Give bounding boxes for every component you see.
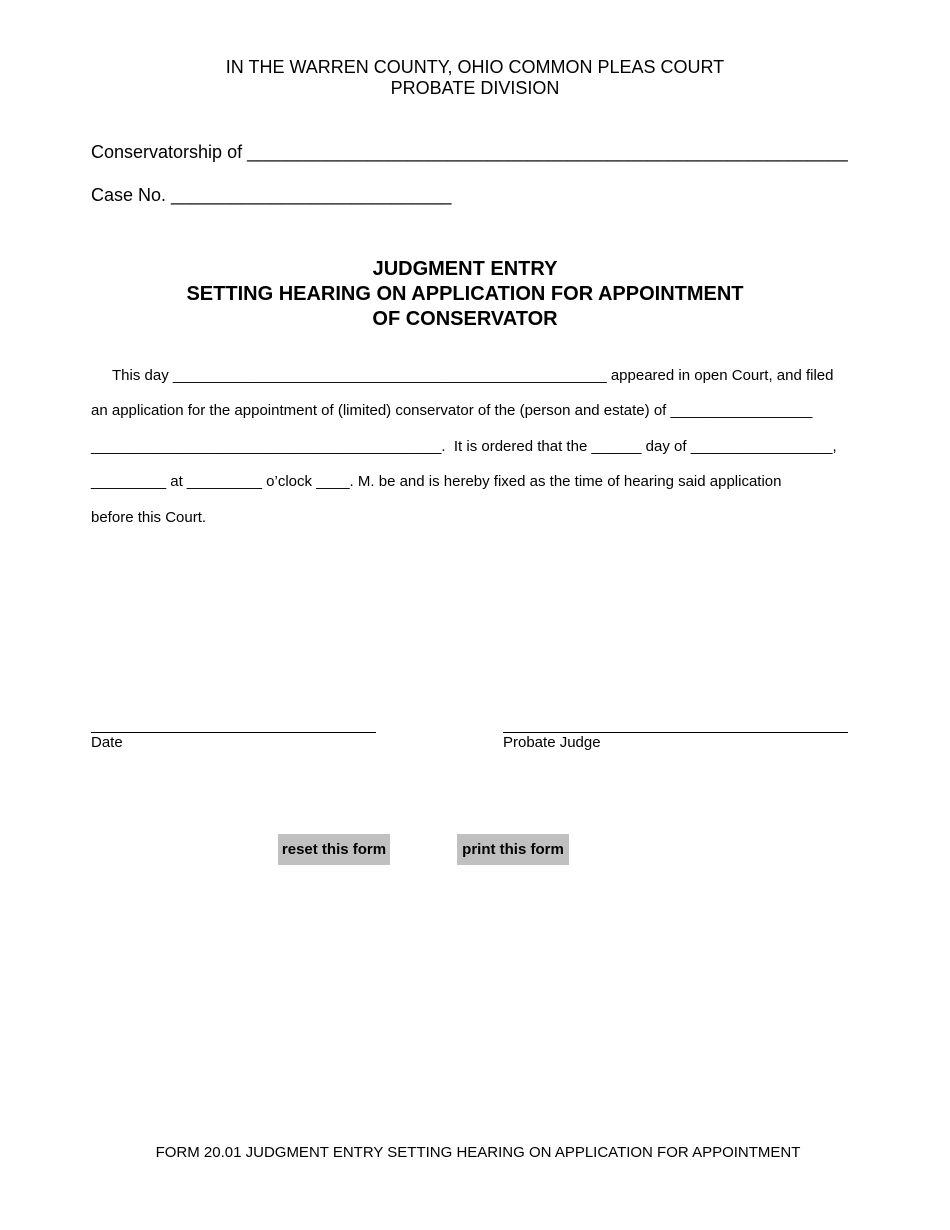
body-line-2[interactable]: an application for the appointment of (limited) conservator of the (person and estate) of _________________ (91, 402, 813, 419)
body-line-5: before this Court. (91, 509, 207, 526)
form-footer: FORM 20.01 JUDGMENT ENTRY SETTING HEARING ON APPLICATION FOR APPOINTMENT (155, 1144, 801, 1161)
date-signature-line[interactable] (91, 732, 376, 733)
court-name: IN THE WARREN COUNTY, OHIO COMMON PLEAS COURT (225, 57, 725, 77)
probate-judge-label: Probate Judge (503, 734, 601, 751)
body-line-4[interactable]: _________ at _________ o’clock ____. M. be and is hereby fixed as the time of hearing said application (91, 473, 782, 490)
conservatorship-line[interactable]: Conservatorship of ____________________________________________________________ (91, 142, 848, 162)
print-form-button[interactable]: print this form (457, 834, 569, 865)
division-name: PROBATE DIVISION (390, 78, 560, 98)
court-header (0, 57, 950, 99)
date-label: Date (91, 734, 123, 751)
body-line-3[interactable]: __________________________________________. It is ordered that the ______ day of _________________, (91, 438, 837, 455)
document-title (0, 257, 930, 332)
reset-form-button[interactable]: reset this form (278, 834, 390, 865)
case-number-line[interactable]: Case No. ____________________________ (91, 185, 452, 205)
title-line-3: OF CONSERVATOR (372, 308, 558, 330)
title-line-1: JUDGMENT ENTRY (372, 258, 558, 280)
judge-signature-line[interactable] (503, 732, 848, 733)
body-line-1[interactable]: This day ____________________________________________________ appeared in open Court, and filed (112, 367, 834, 384)
title-line-2: SETTING HEARING ON APPLICATION FOR APPOINTMENT (186, 283, 744, 305)
